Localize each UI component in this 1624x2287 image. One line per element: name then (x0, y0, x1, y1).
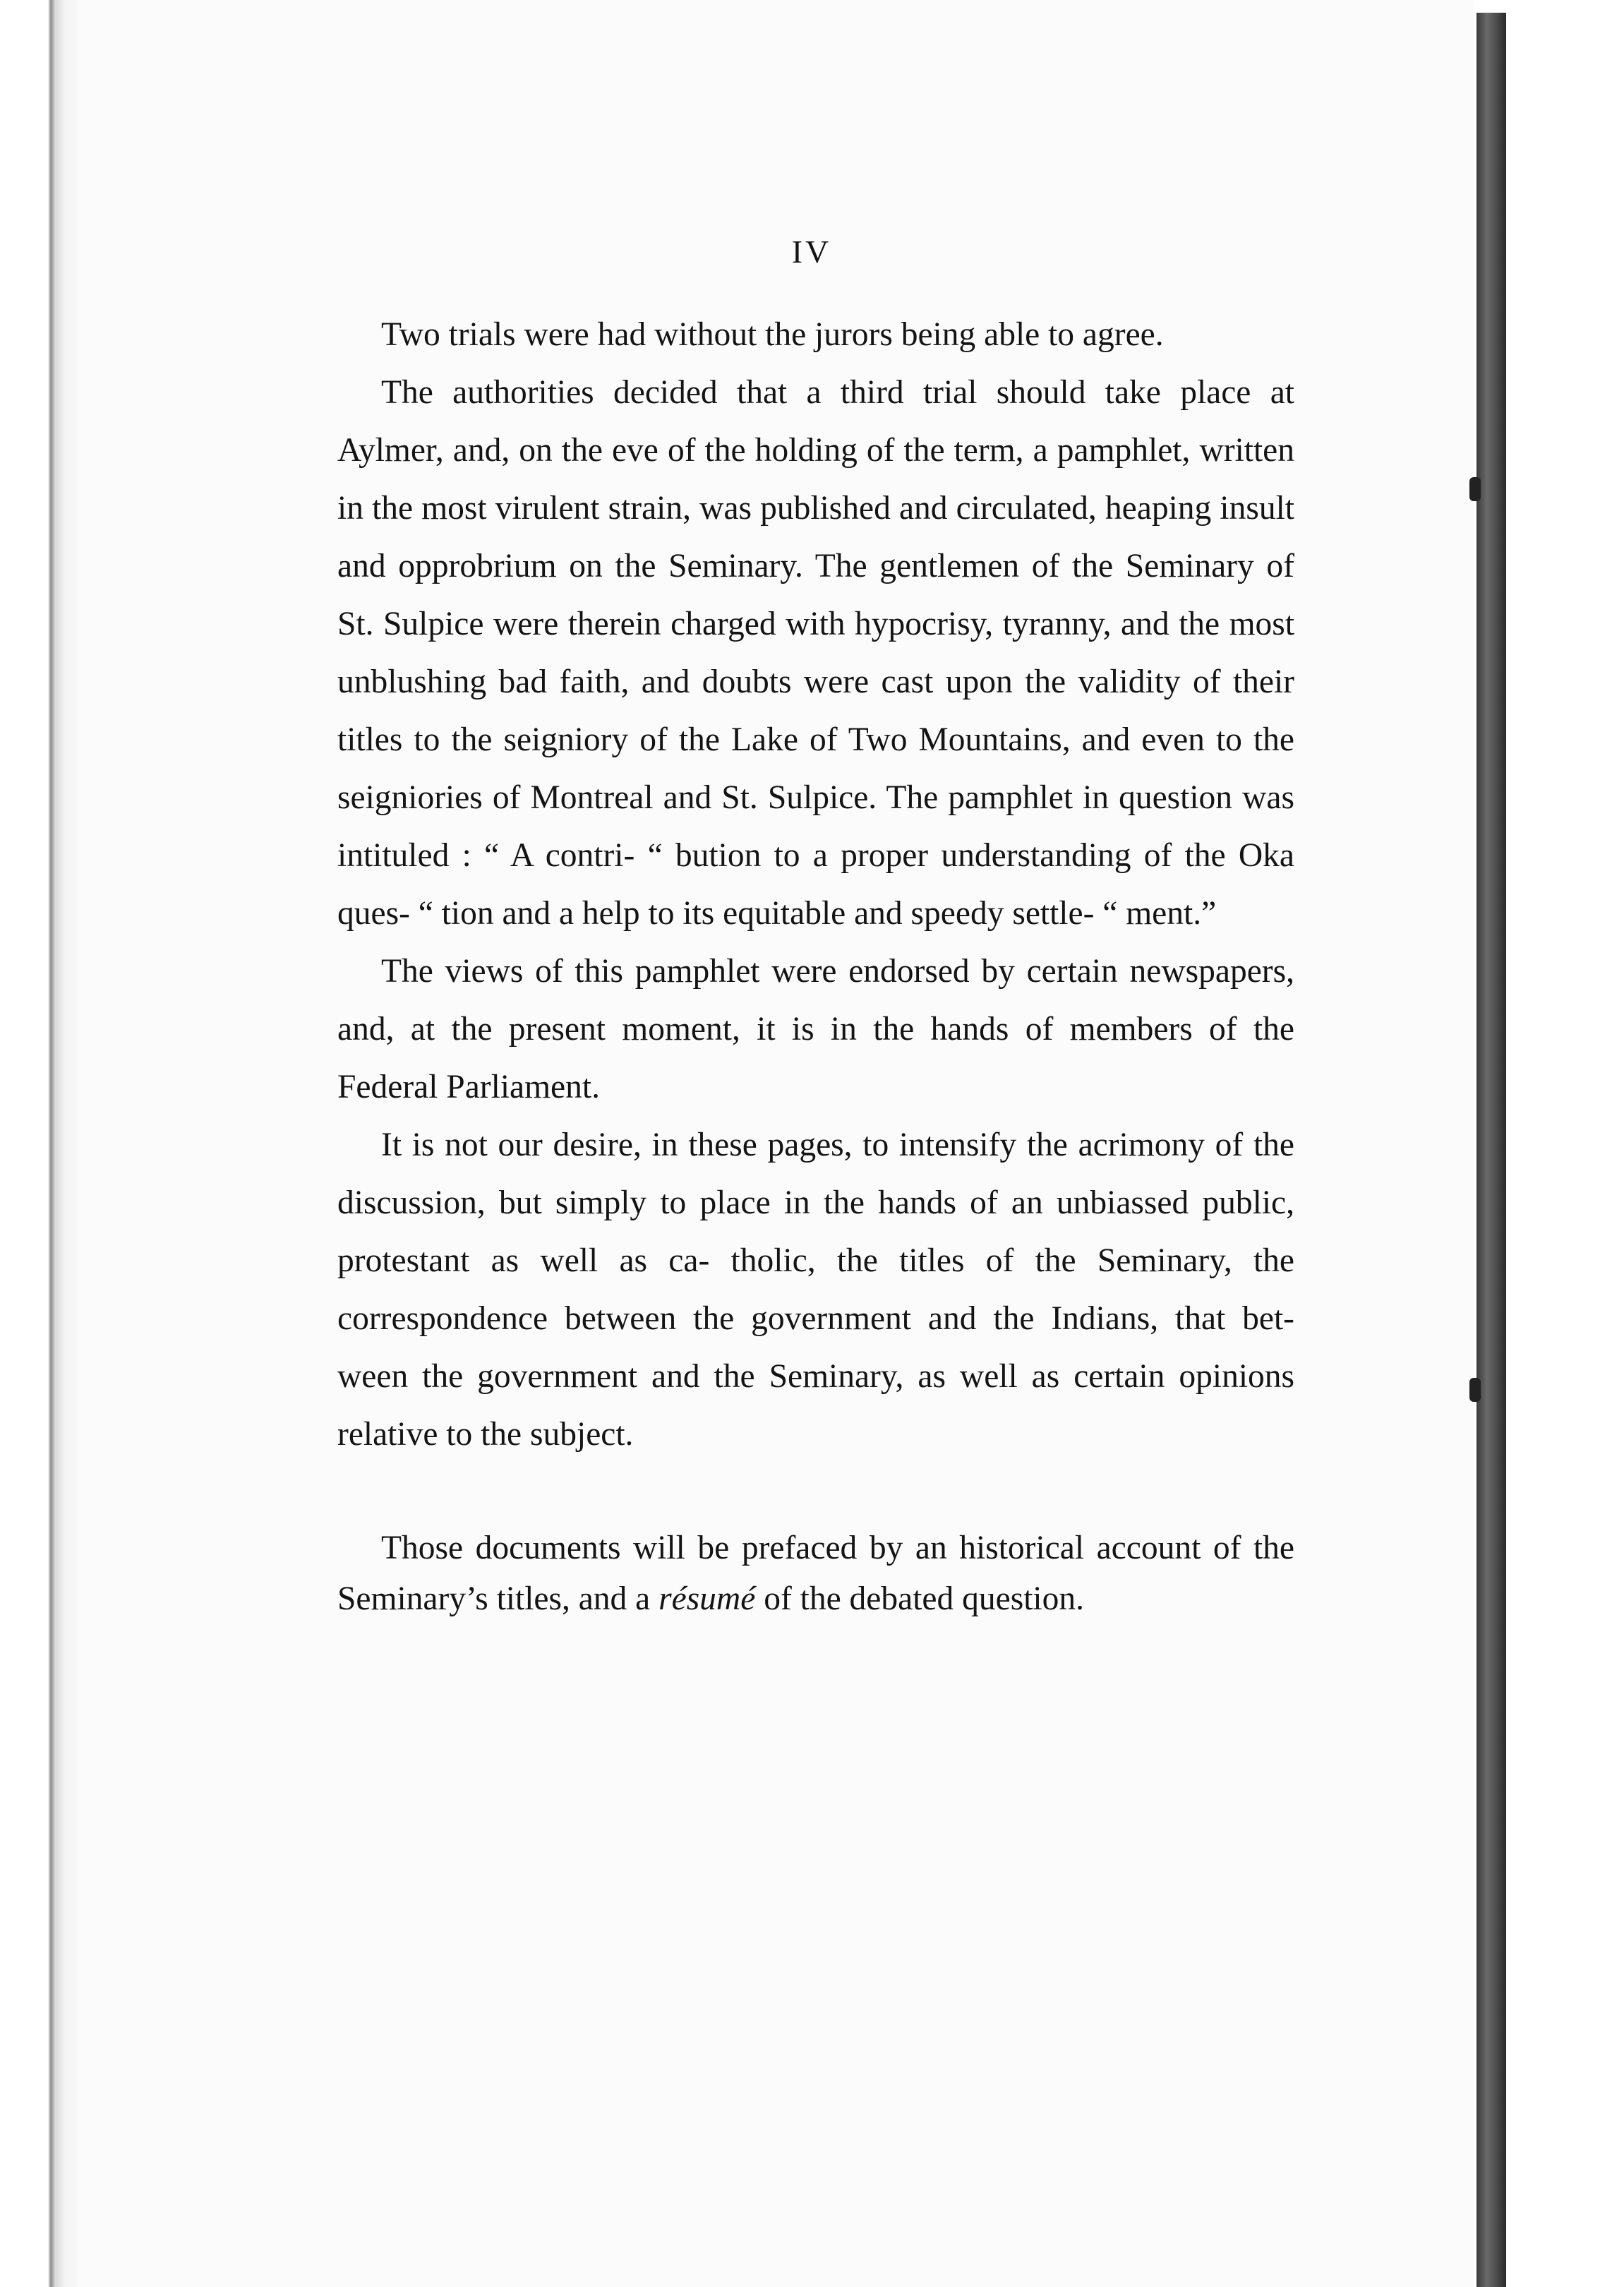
closing-paragraph (337, 1523, 1294, 1624)
closing-text-start: Those documents will be prefaced by an historical account of the Seminary’s titles, and a (337, 1530, 1294, 1617)
closing-text-end: of the debated question. (755, 1580, 1084, 1617)
paragraph: Two trials were had without the jurors being able to agree. (381, 316, 1164, 353)
page-number: IV (791, 234, 832, 270)
page-edge-shadow (1476, 13, 1506, 2287)
italic-term: résumé (658, 1580, 756, 1617)
edge-mark (1469, 477, 1481, 501)
paragraph: It is not our desire, in these pages, to intensify the acrimony of the discussion, but simply to place in the hands of an unbiassed public, protestant as well as ca- tholic, the titles of the Seminary, the correspondence between the government and the Indians, that bet- ween the government and the Seminary, as well as certain opinions relative to the subject. (337, 1127, 1294, 1453)
body-text (337, 306, 1294, 1624)
paragraph: The authorities decided that a third trial should take place at Aylmer, and, on the eve of the holding of the term, a pamphlet, written in the most virulent strain, was published and circulated, heaping insult and opprobrium on the Seminary. The gentlemen of the Seminary of St. Sulpice were therein charged with hypocrisy, tyranny, and the most unblushing bad faith, and doubts were cast upon the validity of their titles to the seigniory of the Lake of Two Mountains, and even to the seigniories of Montreal and St. Sulpice. The pamphlet in question was intituled : “ A contri- “ bution to a proper understanding of the Oka ques- “ tion and a help to its equitable and speedy settle- “ ment.” (337, 374, 1294, 932)
binding-edge (0, 0, 83, 2287)
paragraph: The views of this pamphlet were endorsed by certain newspapers, and, at the present moment, it is in the hands of members of the Federal Parliament. (337, 953, 1294, 1105)
edge-mark (1469, 1378, 1481, 1402)
